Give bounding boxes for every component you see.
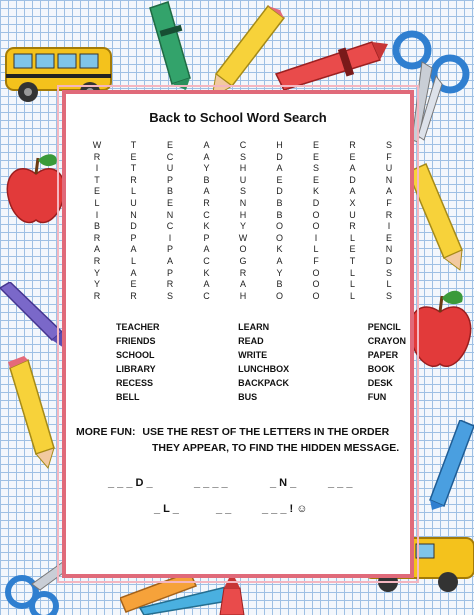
grid-letter: Y xyxy=(239,221,246,232)
more-fun-line2: THEY APPEAR, TO FIND THE HIDDEN MESSAGE. xyxy=(152,442,400,454)
hidden-message-word6: _ _ xyxy=(216,503,232,515)
hidden-message-word2: _ _ _ _ xyxy=(194,477,228,489)
grid-letter: R xyxy=(93,290,101,301)
grid-letter: T xyxy=(94,174,100,185)
grid-row xyxy=(88,221,398,233)
grid-letter: O xyxy=(312,279,320,290)
word-list-item: READ xyxy=(238,336,264,346)
grid-letter: A xyxy=(203,140,210,150)
grid-letter: S xyxy=(166,290,173,301)
more-fun-line1: USE THE REST OF THE LETTERS IN THE ORDER xyxy=(142,426,390,438)
grid-letter: E xyxy=(166,197,173,208)
blue-crayon-icon xyxy=(420,420,474,510)
grid-letter: U xyxy=(130,197,137,208)
grid-letter: D xyxy=(276,151,283,162)
grid-row xyxy=(88,140,398,152)
more-fun-colon: : xyxy=(132,426,136,438)
grid-letter: K xyxy=(276,244,283,255)
grid-letter: A xyxy=(93,244,100,255)
yellow-pencil-left-icon xyxy=(4,356,64,470)
more-fun-instructions xyxy=(76,424,399,456)
grid-letter: R xyxy=(93,151,101,162)
word-list-item: LIBRARY xyxy=(116,364,156,374)
grid-row xyxy=(88,175,398,187)
grid-letter: S xyxy=(385,140,392,150)
grid-letter: U xyxy=(166,163,174,174)
grid-letter: L xyxy=(94,197,100,208)
grid-letter: R xyxy=(349,221,356,232)
hidden-message-word1: _ _ _ D _ xyxy=(108,477,153,489)
grid-letter: S xyxy=(239,186,246,197)
grid-letter: A xyxy=(166,255,173,266)
grid-letter: B xyxy=(203,174,210,185)
more-fun-label: MORE FUN xyxy=(76,426,132,438)
word-list-item: LEARN xyxy=(238,322,270,332)
grid-letter: N xyxy=(130,209,137,220)
hidden-message-word7: _ _ _ ! ☺ xyxy=(262,503,308,515)
grid-letter: P xyxy=(166,174,173,185)
hidden-message-word3: _ N _ xyxy=(270,477,297,489)
word-list-column xyxy=(116,320,160,404)
word-list-item: PENCIL xyxy=(367,322,401,332)
grid-letter: S xyxy=(312,163,319,174)
grid-letter: A xyxy=(349,186,356,197)
grid-letter: D xyxy=(130,221,137,232)
grid-letter: O xyxy=(312,209,320,220)
grid-letter: O xyxy=(275,221,283,232)
grid-letter: Y xyxy=(203,163,210,174)
grid-row xyxy=(88,233,398,245)
grid-letter: I xyxy=(95,209,99,220)
grid-letter: R xyxy=(166,279,174,290)
grid-letter: A xyxy=(276,255,283,266)
word-list-item: DESK xyxy=(367,378,393,388)
word-list xyxy=(116,320,406,404)
grid-letter: E xyxy=(312,151,319,162)
grid-row xyxy=(88,186,398,198)
word-list-item: LUNCHBOX xyxy=(238,364,290,374)
word-list-item: SCHOOL xyxy=(116,350,155,360)
word-list-item: PAPER xyxy=(367,350,399,360)
grid-letter: E xyxy=(349,151,356,162)
grid-letter: O xyxy=(312,267,320,278)
grid-letter: O xyxy=(312,221,320,232)
grid-letter: N xyxy=(239,197,247,208)
grid-letter: P xyxy=(130,232,137,243)
grid-letter: B xyxy=(166,186,173,197)
purple-crayon-icon xyxy=(0,282,64,352)
grid-letter: I xyxy=(387,221,391,232)
grid-letter: A xyxy=(130,244,137,255)
grid-letter: Y xyxy=(93,267,100,278)
grid-letter: H xyxy=(239,163,247,174)
grid-letter: L xyxy=(349,290,355,301)
page-title: Back to School Word Search xyxy=(149,110,327,125)
grid-letter: U xyxy=(239,174,247,185)
grid-letter: I xyxy=(168,232,172,243)
word-list-column xyxy=(238,320,289,404)
grid-letter: D xyxy=(349,174,356,185)
grid-letter: B xyxy=(276,279,283,290)
green-crayon-icon xyxy=(140,0,200,92)
grid-letter: D xyxy=(385,255,393,266)
grid-letter: D xyxy=(276,186,283,197)
grid-letter: C xyxy=(239,140,247,150)
grid-letter: B xyxy=(276,209,283,220)
grid-letter: U xyxy=(385,163,393,174)
grid-letter: W xyxy=(92,140,102,150)
grid-letter: O xyxy=(312,290,320,301)
grid-letter: W xyxy=(238,232,248,243)
grid-letter: P xyxy=(203,232,210,243)
grid-letter: T xyxy=(349,255,356,266)
word-list-item: FUN xyxy=(367,392,387,402)
grid-row xyxy=(88,210,398,222)
grid-letter: O xyxy=(275,232,283,243)
grid-letter: H xyxy=(239,290,247,301)
grid-letter: P xyxy=(166,267,173,278)
grid-letter: Y xyxy=(276,267,283,278)
grid-letter: K xyxy=(203,267,210,278)
grid-letter: E xyxy=(166,140,173,150)
grid-letter: B xyxy=(276,197,283,208)
grid-letter: E xyxy=(130,151,137,162)
grid-letter: C xyxy=(166,221,174,232)
worksheet-panel xyxy=(62,90,414,578)
grid-letter: R xyxy=(203,197,210,208)
grid-letter: F xyxy=(386,151,392,162)
grid-row xyxy=(88,152,398,164)
grid-row xyxy=(88,256,398,268)
grid-letter: R xyxy=(385,209,393,220)
grid-letter: C xyxy=(166,151,174,162)
grid-letter: H xyxy=(239,209,247,220)
word-list-item: BELL xyxy=(116,392,140,402)
grid-letter: A xyxy=(203,151,210,162)
grid-letter: L xyxy=(313,244,319,255)
grid-letter: R xyxy=(349,140,356,150)
grid-letter: R xyxy=(93,255,101,266)
red-crayon-icon xyxy=(272,30,392,90)
grid-letter: C xyxy=(203,290,210,301)
grid-letter: O xyxy=(239,244,247,255)
grid-letter: E xyxy=(385,232,392,243)
word-list-item: RECESS xyxy=(116,378,154,388)
word-list-item: BUS xyxy=(238,392,258,402)
grid-row xyxy=(88,268,398,280)
grid-letter: L xyxy=(130,186,136,197)
grid-letter: A xyxy=(239,279,246,290)
grid-letter: F xyxy=(313,255,319,266)
grid-letter: L xyxy=(386,279,392,290)
grid-letter: I xyxy=(95,163,99,174)
grid-letter: A xyxy=(349,163,356,174)
grid-row xyxy=(88,279,398,291)
grid-letter: O xyxy=(275,290,283,301)
grid-letter: L xyxy=(349,232,355,243)
grid-row xyxy=(88,198,398,210)
grid-letter: X xyxy=(349,197,356,208)
grid-letter: B xyxy=(93,221,100,232)
grid-letter: Y xyxy=(93,279,100,290)
grid-letter: E xyxy=(276,174,283,185)
grid-letter: E xyxy=(312,140,319,150)
grid-letter: R xyxy=(239,267,247,278)
grid-letter: A xyxy=(203,279,210,290)
grid-letter: N xyxy=(385,174,393,185)
grid-letter: E xyxy=(312,174,319,185)
grid-letter: A xyxy=(385,186,392,197)
grid-letter: L xyxy=(349,279,355,290)
grid-letter: S xyxy=(239,151,246,162)
grid-letter: A xyxy=(276,163,283,174)
grid-letter: D xyxy=(312,197,320,208)
apple-icon xyxy=(4,150,68,230)
grid-letter: N xyxy=(166,209,174,220)
hidden-message-word5: _ L _ xyxy=(154,503,179,515)
grid-letter: G xyxy=(239,255,247,266)
word-list-item: BACKPACK xyxy=(238,378,289,388)
grid-letter: H xyxy=(276,140,283,150)
grid-letter: K xyxy=(203,221,210,232)
grid-letter: E xyxy=(93,186,100,197)
hidden-message-word4: _ _ _ xyxy=(328,477,353,489)
grid-letter: C xyxy=(203,209,210,220)
word-list-column xyxy=(368,320,406,404)
grid-letter: A xyxy=(203,244,210,255)
grid-letter: A xyxy=(203,186,210,197)
grid-letter: P xyxy=(166,244,173,255)
grid-letter: U xyxy=(349,209,356,220)
grid-letter: S xyxy=(385,267,392,278)
grid-letter: A xyxy=(130,267,137,278)
grid-letter: E xyxy=(349,244,356,255)
grid-letter: N xyxy=(385,244,393,255)
grid-letter: L xyxy=(130,255,136,266)
grid-letter: E xyxy=(130,279,137,290)
grid-letter: I xyxy=(314,232,318,243)
grid-row xyxy=(88,291,398,303)
grid-letter: F xyxy=(386,197,392,208)
word-list-item: FRIENDS xyxy=(116,336,156,346)
apple-right-icon xyxy=(404,282,474,374)
grid-letter: R xyxy=(130,290,137,301)
grid-letter: K xyxy=(312,186,319,197)
grid-letter: S xyxy=(385,290,392,301)
word-search-grid xyxy=(88,140,398,302)
grid-letter: C xyxy=(203,255,210,266)
grid-letter: T xyxy=(130,140,137,150)
grid-letter: L xyxy=(349,267,355,278)
word-list-item: BOOK xyxy=(367,364,395,374)
grid-letter: R xyxy=(130,174,137,185)
word-list-item: TEACHER xyxy=(116,322,160,332)
word-list-item: WRITE xyxy=(238,350,268,360)
grid-letter: R xyxy=(93,232,101,243)
grid-letter: T xyxy=(130,163,137,174)
word-list-item: CRAYON xyxy=(367,336,406,346)
grid-row xyxy=(88,163,398,175)
grid-row xyxy=(88,244,398,256)
